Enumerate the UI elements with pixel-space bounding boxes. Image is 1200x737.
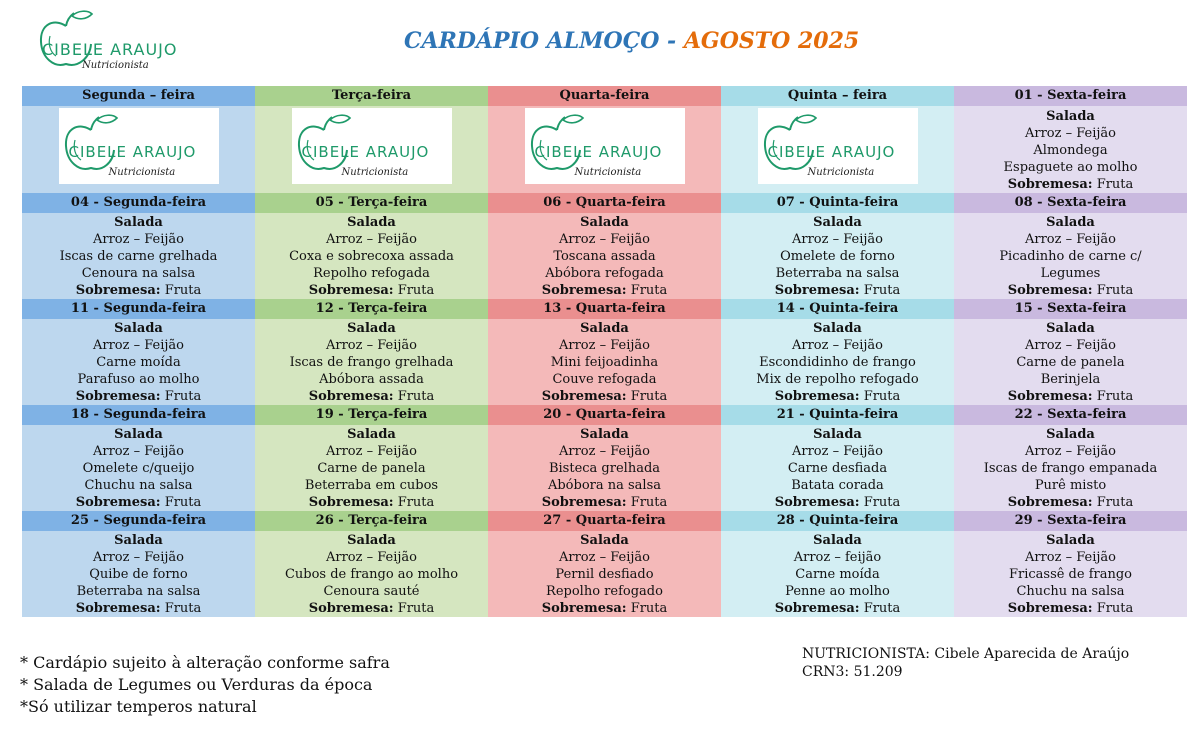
date-header: 25 - Segunda-feira bbox=[22, 511, 255, 531]
menu-line: Salada bbox=[347, 321, 396, 336]
menu-cell bbox=[954, 319, 1187, 405]
menu-line: Repolho refogada bbox=[313, 266, 430, 281]
menu-line: Iscas de frango empanada bbox=[983, 461, 1158, 476]
menu-line: Escondidinho de frango bbox=[759, 355, 916, 370]
menu-line: Salada bbox=[347, 215, 396, 230]
menu-line: Salada bbox=[1046, 215, 1095, 230]
menu-line: Almondega bbox=[1033, 143, 1108, 158]
date-header: 08 - Sexta-feira bbox=[954, 193, 1187, 213]
date-header: 13 - Quarta-feira bbox=[488, 299, 721, 319]
dessert-line bbox=[488, 388, 721, 405]
menu-cell bbox=[22, 425, 255, 511]
menu-line: Iscas de frango grelhada bbox=[289, 355, 454, 370]
menu-line: Abóbora refogada bbox=[545, 266, 664, 281]
page-title bbox=[404, 28, 859, 54]
menu-line: Legumes bbox=[1040, 266, 1101, 281]
menu-line: Beterraba na salsa bbox=[76, 584, 201, 599]
menu-line: Salada bbox=[580, 533, 629, 548]
menu-cell bbox=[721, 425, 954, 511]
menu-line: Arroz – feijão bbox=[793, 550, 882, 565]
brand-subtitle: Nutricionista bbox=[108, 167, 176, 178]
date-header: 27 - Quarta-feira bbox=[488, 511, 721, 531]
menu-line: Omelete c/queijo bbox=[82, 461, 195, 476]
menu-line: Coxa e sobrecoxa assada bbox=[289, 249, 454, 264]
logo-cell bbox=[721, 106, 954, 193]
dessert-label: Sobremesa: bbox=[774, 495, 860, 510]
menu-column bbox=[255, 86, 488, 617]
date-header: 15 - Sexta-feira bbox=[954, 299, 1187, 319]
menu-line: Salada bbox=[813, 427, 862, 442]
menu-cell bbox=[255, 425, 488, 511]
date-header: 21 - Quinta-feira bbox=[721, 405, 954, 425]
menu-line: Arroz – Feijão bbox=[791, 232, 884, 247]
menu-line: Salada bbox=[813, 321, 862, 336]
menu-line: Salada bbox=[114, 215, 163, 230]
dessert-line bbox=[488, 600, 721, 617]
menu-line: Arroz – Feijão bbox=[558, 550, 651, 565]
dessert-line bbox=[721, 494, 954, 511]
brand-logo bbox=[525, 108, 685, 184]
menu-cell bbox=[954, 425, 1187, 511]
note-3: *Só utilizar temperos natural bbox=[20, 697, 257, 716]
nutritionist-info bbox=[802, 645, 1129, 681]
brand-subtitle: Nutricionista bbox=[807, 167, 875, 178]
menu-column bbox=[488, 86, 721, 617]
menu-cell bbox=[22, 319, 255, 405]
menu-cell bbox=[22, 213, 255, 299]
menu-line: Salada bbox=[114, 427, 163, 442]
menu-line: Cenoura sauté bbox=[323, 584, 420, 599]
menu-line: Arroz – Feijão bbox=[92, 550, 185, 565]
dessert-line bbox=[721, 282, 954, 299]
menu-line: Arroz – Feijão bbox=[92, 232, 185, 247]
brand-logo bbox=[59, 108, 219, 184]
dessert-line bbox=[954, 388, 1187, 405]
menu-line: Beterraba na salsa bbox=[775, 266, 900, 281]
menu-line: Omelete de forno bbox=[780, 249, 895, 264]
menu-cell bbox=[721, 319, 954, 405]
dessert-label: Sobremesa: bbox=[75, 495, 161, 510]
note-2: * Salada de Legumes ou Verduras da época bbox=[20, 675, 373, 694]
menu-line: Repolho refogado bbox=[546, 584, 663, 599]
dessert-line bbox=[488, 494, 721, 511]
menu-cell bbox=[954, 106, 1187, 193]
dessert-line bbox=[954, 176, 1187, 193]
dessert-line bbox=[22, 282, 255, 299]
dessert-label: Sobremesa: bbox=[774, 601, 860, 616]
menu-line: Picadinho de carne c/ bbox=[999, 249, 1142, 264]
dessert-label: Sobremesa: bbox=[1007, 283, 1093, 298]
menu-line: Salada bbox=[1046, 109, 1095, 124]
menu-cell bbox=[721, 213, 954, 299]
dessert-line bbox=[255, 388, 488, 405]
date-header: 29 - Sexta-feira bbox=[954, 511, 1187, 531]
menu-line: Salada bbox=[1046, 533, 1095, 548]
dessert-value: Fruta bbox=[1092, 495, 1134, 510]
menu-cell bbox=[255, 531, 488, 617]
menu-line: Chuchu na salsa bbox=[84, 478, 193, 493]
menu-line: Arroz – Feijão bbox=[1024, 444, 1117, 459]
brand-name: CIBELE ARAUJO bbox=[301, 143, 430, 161]
menu-line: Arroz – Feijão bbox=[325, 232, 418, 247]
dessert-label: Sobremesa: bbox=[774, 389, 860, 404]
date-header: 28 - Quinta-feira bbox=[721, 511, 954, 531]
menu-line: Couve refogada bbox=[552, 372, 657, 387]
date-header: 26 - Terça-feira bbox=[255, 511, 488, 531]
menu-cell bbox=[255, 319, 488, 405]
menu-line: Arroz – Feijão bbox=[1024, 550, 1117, 565]
dessert-line bbox=[721, 600, 954, 617]
menu-line: Cubos de frango ao molho bbox=[284, 567, 459, 582]
dessert-label: Sobremesa: bbox=[308, 495, 394, 510]
menu-cell bbox=[488, 319, 721, 405]
menu-line: Arroz – Feijão bbox=[1024, 232, 1117, 247]
menu-cell bbox=[488, 425, 721, 511]
dessert-value: Fruta bbox=[393, 495, 435, 510]
date-header: 18 - Segunda-feira bbox=[22, 405, 255, 425]
logo-cell bbox=[22, 106, 255, 193]
menu-line: Salada bbox=[813, 533, 862, 548]
dessert-label: Sobremesa: bbox=[541, 601, 627, 616]
dessert-label: Sobremesa: bbox=[1007, 495, 1093, 510]
menu-line: Arroz – Feijão bbox=[325, 338, 418, 353]
date-header: 14 - Quinta-feira bbox=[721, 299, 954, 319]
date-header: 19 - Terça-feira bbox=[255, 405, 488, 425]
dessert-value: Fruta bbox=[160, 601, 202, 616]
brand-logo bbox=[36, 8, 176, 72]
menu-line: Arroz – Feijão bbox=[92, 444, 185, 459]
dessert-line bbox=[255, 282, 488, 299]
brand-subtitle: Nutricionista bbox=[341, 167, 409, 178]
menu-line: Berinjela bbox=[1040, 372, 1101, 387]
menu-line: Bisteca grelhada bbox=[548, 461, 661, 476]
dessert-label: Sobremesa: bbox=[1007, 177, 1093, 192]
date-header: 12 - Terça-feira bbox=[255, 299, 488, 319]
menu-line: Carne de panela bbox=[1016, 355, 1125, 370]
menu-line: Arroz – Feijão bbox=[791, 444, 884, 459]
menu-cell bbox=[954, 213, 1187, 299]
menu-line: Cenoura na salsa bbox=[81, 266, 196, 281]
menu-line: Arroz – Feijão bbox=[558, 444, 651, 459]
menu-cell bbox=[255, 213, 488, 299]
dessert-line bbox=[954, 282, 1187, 299]
menu-line: Salada bbox=[580, 321, 629, 336]
notes bbox=[20, 652, 390, 718]
menu-line: Arroz – Feijão bbox=[558, 232, 651, 247]
menu-line: Salada bbox=[114, 321, 163, 336]
dessert-line bbox=[954, 600, 1187, 617]
menu-line: Carne moída bbox=[96, 355, 181, 370]
menu-line: Pernil desfiado bbox=[555, 567, 654, 582]
dessert-value: Fruta bbox=[626, 601, 668, 616]
date-header: 20 - Quarta-feira bbox=[488, 405, 721, 425]
dessert-value: Fruta bbox=[160, 389, 202, 404]
dessert-label: Sobremesa: bbox=[308, 283, 394, 298]
brand-name: CIBELE ARAUJO bbox=[767, 143, 896, 161]
menu-line: Toscana assada bbox=[553, 249, 656, 264]
menu-line: Quibe de forno bbox=[89, 567, 188, 582]
menu-line: Abóbora na salsa bbox=[547, 478, 662, 493]
dessert-line bbox=[721, 388, 954, 405]
dessert-label: Sobremesa: bbox=[75, 283, 161, 298]
dessert-value: Fruta bbox=[859, 389, 901, 404]
day-header: Quarta-feira bbox=[488, 86, 721, 106]
menu-line: Arroz – Feijão bbox=[325, 550, 418, 565]
dessert-label: Sobremesa: bbox=[1007, 389, 1093, 404]
dessert-line bbox=[954, 494, 1187, 511]
menu-line: Mini feijoadinha bbox=[550, 355, 659, 370]
menu-line: Arroz – Feijão bbox=[92, 338, 185, 353]
dessert-line bbox=[255, 494, 488, 511]
day-header: Segunda – feira bbox=[22, 86, 255, 106]
dessert-label: Sobremesa: bbox=[541, 389, 627, 404]
menu-line: Arroz – Feijão bbox=[1024, 338, 1117, 353]
dessert-value: Fruta bbox=[1092, 389, 1134, 404]
dessert-value: Fruta bbox=[393, 283, 435, 298]
day-header: Quinta – feira bbox=[721, 86, 954, 106]
logo-cell bbox=[488, 106, 721, 193]
brand-name: CIBELE ARAUJO bbox=[534, 143, 663, 161]
menu-line: Beterraba em cubos bbox=[304, 478, 439, 493]
note-1: * Cardápio sujeito à alteração conforme safra bbox=[20, 653, 390, 672]
dessert-value: Fruta bbox=[393, 389, 435, 404]
brand-logo bbox=[758, 108, 918, 184]
day-header: 01 - Sexta-feira bbox=[954, 86, 1187, 106]
dessert-line bbox=[22, 600, 255, 617]
dessert-value: Fruta bbox=[1092, 283, 1134, 298]
dessert-value: Fruta bbox=[859, 495, 901, 510]
menu-column bbox=[22, 86, 255, 617]
dessert-label: Sobremesa: bbox=[1007, 601, 1093, 616]
menu-line: Arroz – Feijão bbox=[1024, 126, 1117, 141]
menu-line: Espaguete ao molho bbox=[1003, 160, 1138, 175]
menu-line: Arroz – Feijão bbox=[791, 338, 884, 353]
menu-cell bbox=[954, 531, 1187, 617]
dessert-value: Fruta bbox=[859, 601, 901, 616]
menu-line: Parafuso ao molho bbox=[77, 372, 200, 387]
menu-column bbox=[721, 86, 954, 617]
title-part-1: CARDÁPIO ALMOÇO - bbox=[404, 28, 684, 54]
dessert-label: Sobremesa: bbox=[774, 283, 860, 298]
menu-cell bbox=[22, 531, 255, 617]
day-header: Terça-feira bbox=[255, 86, 488, 106]
date-header: 11 - Segunda-feira bbox=[22, 299, 255, 319]
date-header: 22 - Sexta-feira bbox=[954, 405, 1187, 425]
menu-line: Arroz – Feijão bbox=[325, 444, 418, 459]
brand-name: CIBELE ARAUJO bbox=[68, 143, 197, 161]
nutritionist-crn: CRN3: 51.209 bbox=[802, 664, 903, 680]
date-header: 06 - Quarta-feira bbox=[488, 193, 721, 213]
dessert-line bbox=[488, 282, 721, 299]
nutritionist-name: NUTRICIONISTA: Cibele Aparecida de Araújo bbox=[802, 646, 1130, 662]
dessert-label: Sobremesa: bbox=[541, 283, 627, 298]
menu-line: Salada bbox=[114, 533, 163, 548]
dessert-value: Fruta bbox=[1092, 601, 1134, 616]
brand-subtitle: Nutricionista bbox=[82, 60, 149, 71]
menu-line: Salada bbox=[347, 533, 396, 548]
menu-line: Batata corada bbox=[791, 478, 884, 493]
dessert-value: Fruta bbox=[626, 389, 668, 404]
menu-line: Penne ao molho bbox=[785, 584, 890, 599]
dessert-line bbox=[22, 494, 255, 511]
menu-line: Purê misto bbox=[1034, 478, 1107, 493]
dessert-line bbox=[22, 388, 255, 405]
menu-line: Carne moída bbox=[795, 567, 880, 582]
menu-line: Mix de repolho refogado bbox=[756, 372, 919, 387]
dessert-label: Sobremesa: bbox=[75, 601, 161, 616]
dessert-value: Fruta bbox=[160, 495, 202, 510]
menu-line: Salada bbox=[1046, 427, 1095, 442]
dessert-label: Sobremesa: bbox=[75, 389, 161, 404]
logo-cell bbox=[255, 106, 488, 193]
menu-line: Carne de panela bbox=[317, 461, 426, 476]
date-header: 07 - Quinta-feira bbox=[721, 193, 954, 213]
dessert-label: Sobremesa: bbox=[541, 495, 627, 510]
menu-cell bbox=[488, 531, 721, 617]
dessert-value: Fruta bbox=[626, 495, 668, 510]
menu-line: Arroz – Feijão bbox=[558, 338, 651, 353]
menu-cell bbox=[721, 531, 954, 617]
dessert-value: Fruta bbox=[626, 283, 668, 298]
menu-line: Salada bbox=[813, 215, 862, 230]
brand-name: CIBELE ARAUJO bbox=[42, 40, 178, 59]
menu-line: Salada bbox=[347, 427, 396, 442]
dessert-value: Fruta bbox=[859, 283, 901, 298]
menu-line: Abóbora assada bbox=[319, 372, 424, 387]
menu-column bbox=[954, 86, 1187, 617]
brand-subtitle: Nutricionista bbox=[574, 167, 642, 178]
menu-line: Salada bbox=[580, 215, 629, 230]
dessert-value: Fruta bbox=[1092, 177, 1134, 192]
dessert-value: Fruta bbox=[160, 283, 202, 298]
date-header: 04 - Segunda-feira bbox=[22, 193, 255, 213]
menu-line: Chuchu na salsa bbox=[1016, 584, 1125, 599]
dessert-value: Fruta bbox=[393, 601, 435, 616]
menu-line: Salada bbox=[580, 427, 629, 442]
menu-line: Iscas de carne grelhada bbox=[59, 249, 218, 264]
menu-cell bbox=[488, 213, 721, 299]
date-header: 05 - Terça-feira bbox=[255, 193, 488, 213]
dessert-line bbox=[255, 600, 488, 617]
dessert-label: Sobremesa: bbox=[308, 601, 394, 616]
menu-line: Carne desfiada bbox=[787, 461, 888, 476]
menu-line: Fricassê de frango bbox=[1008, 567, 1133, 582]
menu-grid bbox=[22, 86, 1187, 617]
menu-line: Salada bbox=[1046, 321, 1095, 336]
title-part-2: AGOSTO 2025 bbox=[683, 28, 860, 54]
dessert-label: Sobremesa: bbox=[308, 389, 394, 404]
brand-logo bbox=[292, 108, 452, 184]
